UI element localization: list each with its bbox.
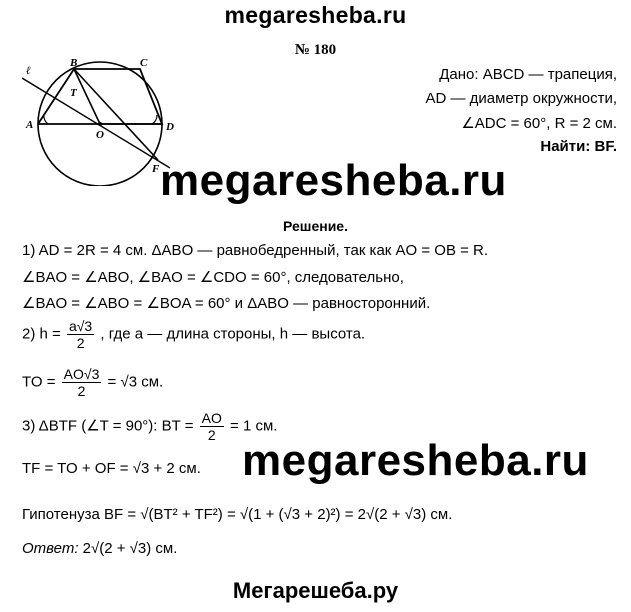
fraction-h-denominator: 2 — [76, 335, 85, 351]
fraction-to-numerator: AO√3 — [63, 366, 100, 382]
l4-post: , где a — длина стороны, h — высота. — [100, 325, 366, 343]
label-b: B — [70, 57, 78, 69]
solution-line-7: TF = TO + OF = √3 + 2 см. — [22, 460, 201, 477]
l5-post: = √3 см. — [107, 373, 164, 391]
label-l: ℓ — [26, 65, 31, 77]
fraction-to — [62, 366, 102, 399]
solution-line-6 — [22, 410, 277, 443]
label-a: A — [26, 119, 34, 131]
solution-line-1: 1) AD = 2R = 4 см. ΔABO — равнобедренный, так как AO = OB = R. — [22, 242, 489, 259]
geometry-figure — [22, 56, 182, 186]
site-title-top: megaresheba.ru — [224, 2, 407, 28]
problem-number: № 180 — [294, 42, 337, 58]
watermark-1: megaresheba.ru — [160, 156, 507, 205]
l5-pre: TO = — [22, 373, 56, 391]
center-point — [98, 122, 102, 126]
label-c: C — [140, 57, 148, 69]
fraction-bt-denominator: 2 — [207, 427, 216, 443]
site-title-bottom: Мегарешеба.ру — [232, 578, 399, 603]
watermark-2: megaresheba.ru — [242, 436, 589, 485]
answer-line — [22, 540, 177, 557]
label-f: F — [152, 163, 160, 175]
answer-value: 2√(2 + √3) см. — [82, 540, 178, 557]
segment-bo — [74, 69, 100, 124]
solution-line-2: ∠BAO = ∠ABO, ∠BAO = ∠CDO = 60°, следовательно, — [22, 269, 404, 286]
fraction-bt — [200, 410, 224, 443]
label-d: D — [166, 121, 174, 133]
label-o: O — [96, 129, 104, 141]
answer-label: Ответ: — [22, 540, 79, 557]
solution-line-5 — [22, 366, 163, 399]
fraction-bt-numerator: AO — [201, 410, 222, 426]
fraction-to-denominator: 2 — [77, 383, 86, 399]
fraction-h-numerator: a√3 — [68, 318, 93, 334]
label-t: T — [70, 87, 77, 99]
given-line-2: AD — диаметр окружности, — [425, 90, 617, 107]
solution-line-4 — [22, 318, 365, 351]
solution-line-8: Гипотенуза BF = √(BT² + TF²) = √(1 + (√3 + 2)²) = 2√(2 + √3) см. — [22, 506, 453, 523]
l6-pre: 3) ΔBTF (∠T = 90°): BT = — [22, 417, 194, 435]
l4-pre: 2) h = — [22, 325, 61, 343]
solution-title: Решение. — [283, 218, 348, 234]
given-line-3: ∠ADC = 60°, R = 2 см. — [461, 115, 617, 132]
line-l — [22, 78, 170, 168]
solution-line-3: ∠BAO = ∠ABO = ∠BOA = 60° и ΔABO — равносторонний. — [22, 295, 431, 312]
fraction-h — [67, 318, 94, 351]
find-line: Найти: BF. — [540, 138, 617, 155]
given-line-1: Дано: ABCD — трапеция, — [439, 66, 617, 83]
l6-post: = 1 см. — [230, 417, 278, 435]
angle-mark-d — [152, 115, 157, 124]
